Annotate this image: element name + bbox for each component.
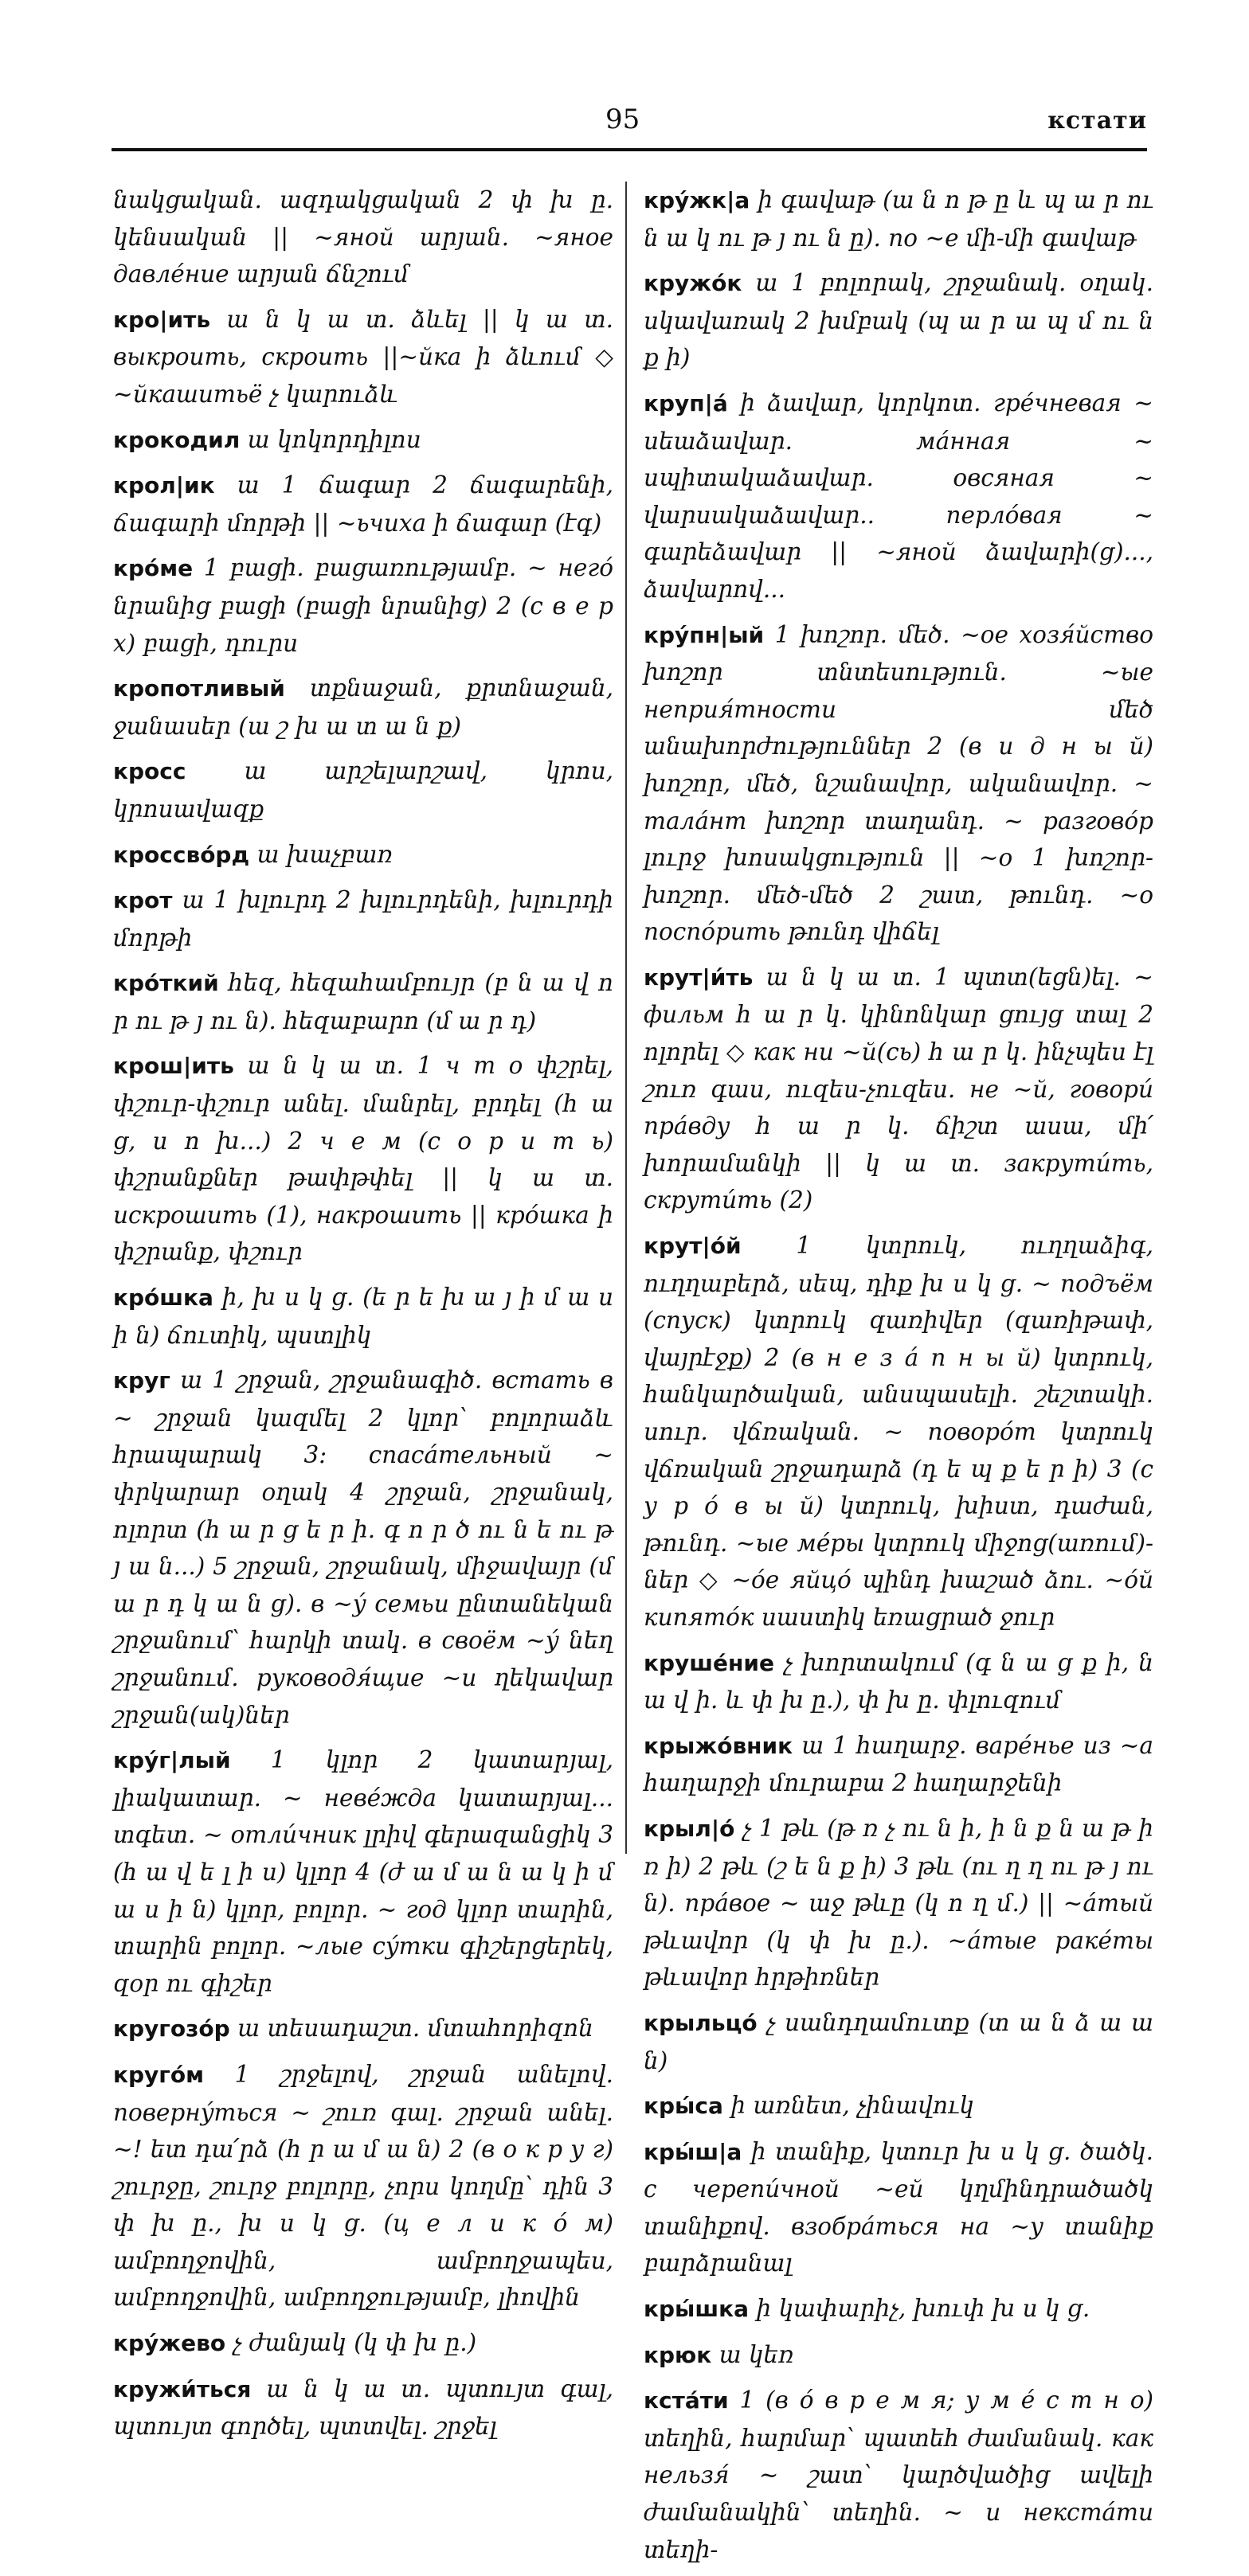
entry-headword: круп|á xyxy=(644,389,728,416)
entry-headword: кросс xyxy=(113,758,186,785)
entry-headword: крýпн|ый xyxy=(644,621,765,648)
entry-definition: ի տանիք, կտուր խ ս կ ց. ծածկ. с черепи́чной ~ей կղմինդրածածկ տանիքով. взобрáться на ~у տանիք բարձրանալ xyxy=(644,2137,1153,2277)
entry-headword: кружóк xyxy=(644,270,742,297)
entry-definition: ա կոկորդիլոս xyxy=(247,425,421,453)
entry-definition: 1 շրջելով, շրջան անելով. повернýться ~ շուռ գալ. շրջան անել. ~! ետ դա՛րձ (հ ր ա մ ա ն) 2 (в о к р у г) շուրջը, շուրջ բոլորը, չորս կողմը՝ դին 3 փ խ ը., խ ս կ ց. (ц е л и к ó м) ամբողջովին, ամբողջապես, ամբողջովին, ամբողջությամբ, լիովին xyxy=(113,2060,613,2312)
entry-headword: кружи́ться xyxy=(113,2375,252,2402)
dictionary-entry xyxy=(113,1362,613,1734)
dictionary-entry xyxy=(644,959,1153,1219)
entry-definition: ի առնետ, չինավուկ xyxy=(730,2092,974,2120)
entry-headword: крыжóвник xyxy=(644,1732,793,1759)
entry-definition: ա 1 ճագար 2 ճագարենի, ճագարի մորթի || ~ьчиха ի ճագար (էգ) xyxy=(113,471,613,537)
entry-definition: ա արշելարշավ, կրոս, կրոսավազք xyxy=(113,757,613,823)
entry-definition: ի կափարիչ, խուփ խ ս կ ց. xyxy=(756,2295,1090,2323)
entry-headword: кроссвóрд xyxy=(113,841,250,868)
entry-definition: նակցական. ազդակցական 2 փ խ ը. կենսական || ~яной արյան. ~яное давлéние արյան ճնշում xyxy=(113,186,613,288)
dictionary-entry xyxy=(113,836,613,874)
dictionary-entry xyxy=(644,2133,1153,2282)
entry-headword: крýг|лый xyxy=(113,1747,231,1774)
entry-headword: крыл|ó xyxy=(644,1815,735,1842)
entry-definition: ա ն կ ա տ. պտույտ գալ, պտույտ գործել, պտտվել. շրջել xyxy=(113,2375,613,2441)
dictionary-entry xyxy=(113,1279,613,1354)
entry-definition: ի ձավար, կորկոտ. грéчневая ~ սեաձավար. мáнная ~ սպիտակաձավար. овсяная ~ վարսակաձավար.. перлóвая ~ գարեձավար || ~яной ձավարի(ց)..., ձավարով... xyxy=(644,389,1153,603)
entry-definition: 1 (в ó в р е м я; у м é с т н о) տեղին, հարմար՝ պատեհ ժամանակ. как нельзя́ ~ շատ՝ կարծվածից ավելի ժամանակին՝ տեղին. ~ и некстáти տեղի- xyxy=(644,2386,1153,2563)
dictionary-entry xyxy=(113,2056,613,2316)
dictionary-entry xyxy=(113,2371,613,2445)
dictionary-entry xyxy=(644,2087,1153,2125)
dictionary-entry xyxy=(644,2004,1153,2079)
dictionary-entry xyxy=(113,301,613,413)
entry-definition: 1 բացի. բացառությամբ. ~ негó նրանից բացի (բացի նրանից) 2 (с в е р х) բացի, դուրս xyxy=(113,554,613,657)
entry-headword: крут|óй xyxy=(644,1233,742,1260)
dictionary-entry xyxy=(644,1727,1153,1802)
dictionary-entry xyxy=(113,670,613,745)
dictionary-entry xyxy=(113,182,613,293)
dictionary-entry xyxy=(113,2324,613,2363)
entry-headword: крóткий xyxy=(113,970,219,997)
dictionary-entry xyxy=(644,385,1153,608)
entry-definition: ա 1 հաղարջ. варéнье из ~а հաղարջի մուրաբա 2 հաղարջենի xyxy=(644,1731,1153,1797)
dictionary-entry xyxy=(644,616,1153,951)
entry-headword: крот xyxy=(113,887,173,914)
dictionary-entry xyxy=(113,964,613,1039)
dictionary-entry xyxy=(113,549,613,662)
page-number: 95 xyxy=(605,104,640,135)
entry-definition: տքնաջան, քրտնաջան, ջանասեր (ա շ խ ա տ ա ն ք) xyxy=(113,674,613,740)
entry-headword: крут|и́ть xyxy=(644,964,754,991)
entry-definition: ի, խ ս կ ց. (ե ր ե խ ա յ ի մ ա ս ի ն) ճուտիկ, պստլիկ xyxy=(113,1284,613,1349)
entry-definition: ա 1 շրջան, շրջանագիծ. встать в ~ շրջան կազմել 2 կլոր՝ բոլորաձև հրապարակ 3: спасáтельный ~ փրկարար օղակ 4 շրջան, շրջանակ, ոլորտ (հ ա ր ց ե ր ի. գ ո ր ծ ու ն ե ու թ յ ա ն...) 5 շրջան, շրջանակ, միջավայր (մ ա ր դ կ ա ն ց). в ~ý семьи ընտանեկան շրջանում՝ հարկի տակ. в своём ~ý նեղ շրջանում. руководя́щие ~и ղեկավար շրջան(ակ)ներ xyxy=(113,1366,613,1729)
right-column xyxy=(644,182,1153,2576)
dictionary-entry xyxy=(644,2382,1153,2568)
entry-headword: кры́шка xyxy=(644,2296,750,2323)
header-rule xyxy=(112,148,1147,151)
entry-headword: крýжк|а xyxy=(644,187,750,213)
dictionary-entry xyxy=(644,2290,1153,2328)
entry-headword: круг xyxy=(113,1367,170,1394)
dictionary-entry xyxy=(644,1227,1153,1636)
entry-headword: крол|ик xyxy=(113,472,215,499)
entry-definition: ա ն կ ա տ. 1 պտտ(եցն)ել. ~ фильм հ ա ր կ. կինոնկար ցույց տալ 2 ոլորել ◇ как ни ~й(сь) հ ա ր կ. ինչպես էլ շուռ գաս, ուզես-չուզես. не ~й, говори́ прáвду հ ա ր կ. ճիշտ ասա, մի՛ խորամանկի || կ ա տ. закрути́ть, скрути́ть (2) xyxy=(644,963,1153,1214)
entry-definition: 1 կլոր 2 կատարյալ, լիակատար. ~ невéжда կատարյալ... տգետ. ~ отли́чник լրիվ գերազանցիկ 3 (հ ա վ ե լ ի ս) կլոր 4 (ժ ա մ ա ն ա կ ի մ ա ս ի ն) կլոր, բոլոր. ~ год կլոր տարին, տարին բոլոր. ~лые сýтки գիշերցերեկ, զօր ու գիշեր xyxy=(113,1746,613,1997)
dictionary-entry xyxy=(644,264,1153,377)
entry-headword: кругóм xyxy=(113,2061,205,2088)
entry-definition: չ ժանյակ (կ փ խ ը.) xyxy=(233,2329,477,2357)
entry-definition: ա կեռ xyxy=(718,2340,794,2368)
entry-headword: крюк xyxy=(644,2341,712,2368)
entry-headword: крýжево xyxy=(113,2330,226,2357)
entry-definition: 1 խոշոր. մեծ. ~ое хозя́йство խոշոր տնտեսություն. ~ые неприя́тности մեծ անախորժություններ 2 (в и д н ы й) խոշոր, մեծ, նշանավոր, ականավոր. ~ талáнт խոշոր տաղանդ. ~ разговóр լուրջ խոսակցություն || ~о 1 խոշոր-խոշոր. մեծ-մեծ 2 շատ, թունդ. ~о поспóрить թունդ վիճել xyxy=(644,620,1153,946)
entry-definition: ա ն կ ա տ. 1 ч т о փշրել, փշուր-փշուր անել. մանրել, բրդել (հ ա ց, ս ո խ...) 2 ч е м (с о р и т ь) փշրանքներ թափթփել || կ ա տ. искрошить (1), накрошить || крóшка ի փշրանք, փշուր xyxy=(113,1052,613,1266)
entry-headword: крош|ить xyxy=(113,1053,234,1080)
dictionary-entry xyxy=(113,1047,613,1271)
dictionary-entry xyxy=(113,467,613,541)
entry-definition: ա 1 խլուրդ 2 խլուրդենի, խլուրդի մորթի xyxy=(113,886,613,952)
dictionary-entry xyxy=(113,421,613,459)
entry-headword: крóшка xyxy=(113,1284,213,1311)
entry-headword: кстáти xyxy=(644,2387,729,2414)
entry-definition: հեզ, հեզահամբույր (բ ն ա վ ո ր ու թ յ ու ն). հեզաբարո (մ ա ր դ) xyxy=(113,969,613,1034)
entry-definition: ա տեսադաշտ. մտահորիզոն xyxy=(237,2015,593,2042)
entry-definition: 1 կտրուկ, ուղղաձիգ, ուղղաբերձ, սեպ, դիք խ ս կ ց. ~ подъём (спуск) կտրուկ զառիվեր (զառիթափ, վայրէջք) 2 (в н е з á п н ы й) կտրուկ, հանկարծական, անսպասելի. շեշտակի. սուր. վճռական. ~ поворóт կտրուկ վճռական շրջադարձ (դ ե պ ք ե ր ի) 3 (с у р ó в ы й) կտրուկ, խիստ, դաժան, թունդ. ~ые мéры կտրուկ միջոց(առում)-ներ ◇ ~óе яйцó պինդ խաշած ձու. ~óй кипятóк սաստիկ եռացրած ջուր xyxy=(644,1232,1153,1631)
entry-definition: ա խաչբառ xyxy=(256,840,393,868)
entry-headword: крокодил xyxy=(113,426,241,453)
column-divider xyxy=(625,182,627,1854)
entry-headword: кругозóр xyxy=(113,2015,230,2042)
page-header xyxy=(112,104,1147,151)
entry-headword: крыльцó xyxy=(644,2009,758,2036)
dictionary-entry xyxy=(644,182,1153,256)
dictionary-entry xyxy=(113,752,613,827)
entry-headword: крóме xyxy=(113,555,194,582)
dictionary-entry xyxy=(644,1810,1153,1996)
entry-definition: ա 1 բոլորակ, շրջանակ. օղակ. սկավառակ 2 խմբակ (պ ա ր ա պ մ ու ն ք ի) xyxy=(644,269,1153,372)
entry-headword: кропотливый xyxy=(113,675,285,702)
dictionary-entry xyxy=(113,881,613,956)
entry-definition: չ սանդղամուտք (տ ա ն ձ ա ա ն) xyxy=(644,2008,1153,2074)
left-column xyxy=(113,182,613,2453)
entry-definition: ի գավաթ (ա ն ո թ ը և պ ա ր ու ն ա կ ու թ յ ու ն ը). по ~е մի-մի գավաթ xyxy=(644,186,1153,252)
dictionary-entry xyxy=(644,2336,1153,2375)
entry-definition: չ 1 թև (թ ռ չ ու ն ի, ի ն ք ն ա թ ի ռ ի) 2 թև (շ ե ն ք ի) 3 թև (ու ղ ղ ու թ յ ու ն). прáвое ~ աջ թևը (կ ո ղ մ.) || ~áтый թևավոր (կ փ խ ը.). ~áтые ракéты թևավոր հրթիռներ xyxy=(644,1814,1153,1992)
entry-headword: кро|ить xyxy=(113,306,211,333)
entry-headword: кры́ш|а xyxy=(644,2138,742,2165)
running-head: кстати xyxy=(1047,107,1147,135)
entry-headword: крушéние xyxy=(644,1649,774,1676)
entry-headword: кры́са xyxy=(644,2093,723,2120)
entry-definition: ա ն կ ա տ. ձևել || կ ա տ. выкроить, скроить ||~йка ի ձևում ◇ ~йкашитьё չ կարուձև xyxy=(113,305,613,408)
entry-definition: չ խորտակում (գ ն ա ց ք ի, ն ա վ ի. և փ խ ը.), փ խ ը. փլուզում xyxy=(644,1648,1153,1714)
dictionary-entry xyxy=(644,1644,1153,1719)
dictionary-entry xyxy=(113,1741,613,2002)
dictionary-entry xyxy=(113,2010,613,2048)
